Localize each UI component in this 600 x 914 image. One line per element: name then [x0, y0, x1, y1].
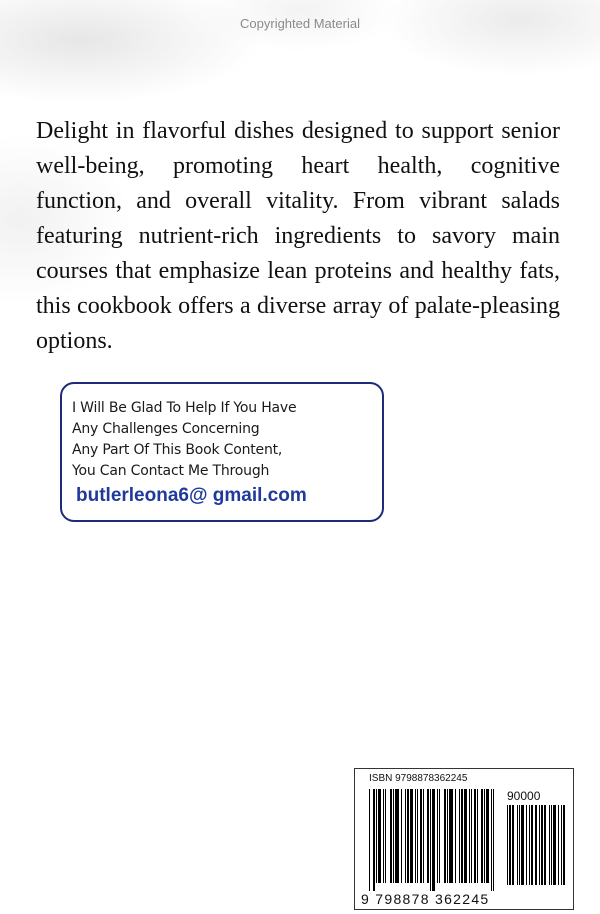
barcode-addon-bars [507, 805, 567, 893]
book-description: Delight in flavorful dishes designed to support senior well-being, promoting heart health, cognitive function, and overall vitality. From vibrant salads featuring nutrient-rich ingredients to savory main courses that emphasize lean proteins and healthy fats, this cookbook offers a diverse array of palate-pleasing options. [36, 118, 560, 354]
barcode-main-bars [369, 789, 499, 891]
copyright-watermark: Copyrighted Material [240, 16, 360, 31]
contact-line: I Will Be Glad To Help If You Have [72, 400, 297, 416]
isbn-label: ISBN 9798878362245 [369, 773, 468, 784]
contact-line: Any Part Of This Book Content, [72, 442, 283, 458]
price-code: 90000 [507, 789, 541, 803]
contact-line: You Can Contact Me Through [72, 463, 270, 479]
barcode-digits: 9 798878 362245 [361, 891, 490, 907]
contact-box [60, 382, 384, 522]
contact-line: Any Challenges Concerning [72, 421, 260, 437]
contact-email: butlerleona6@ gmail.com [76, 485, 307, 506]
isbn-barcode [354, 768, 574, 910]
